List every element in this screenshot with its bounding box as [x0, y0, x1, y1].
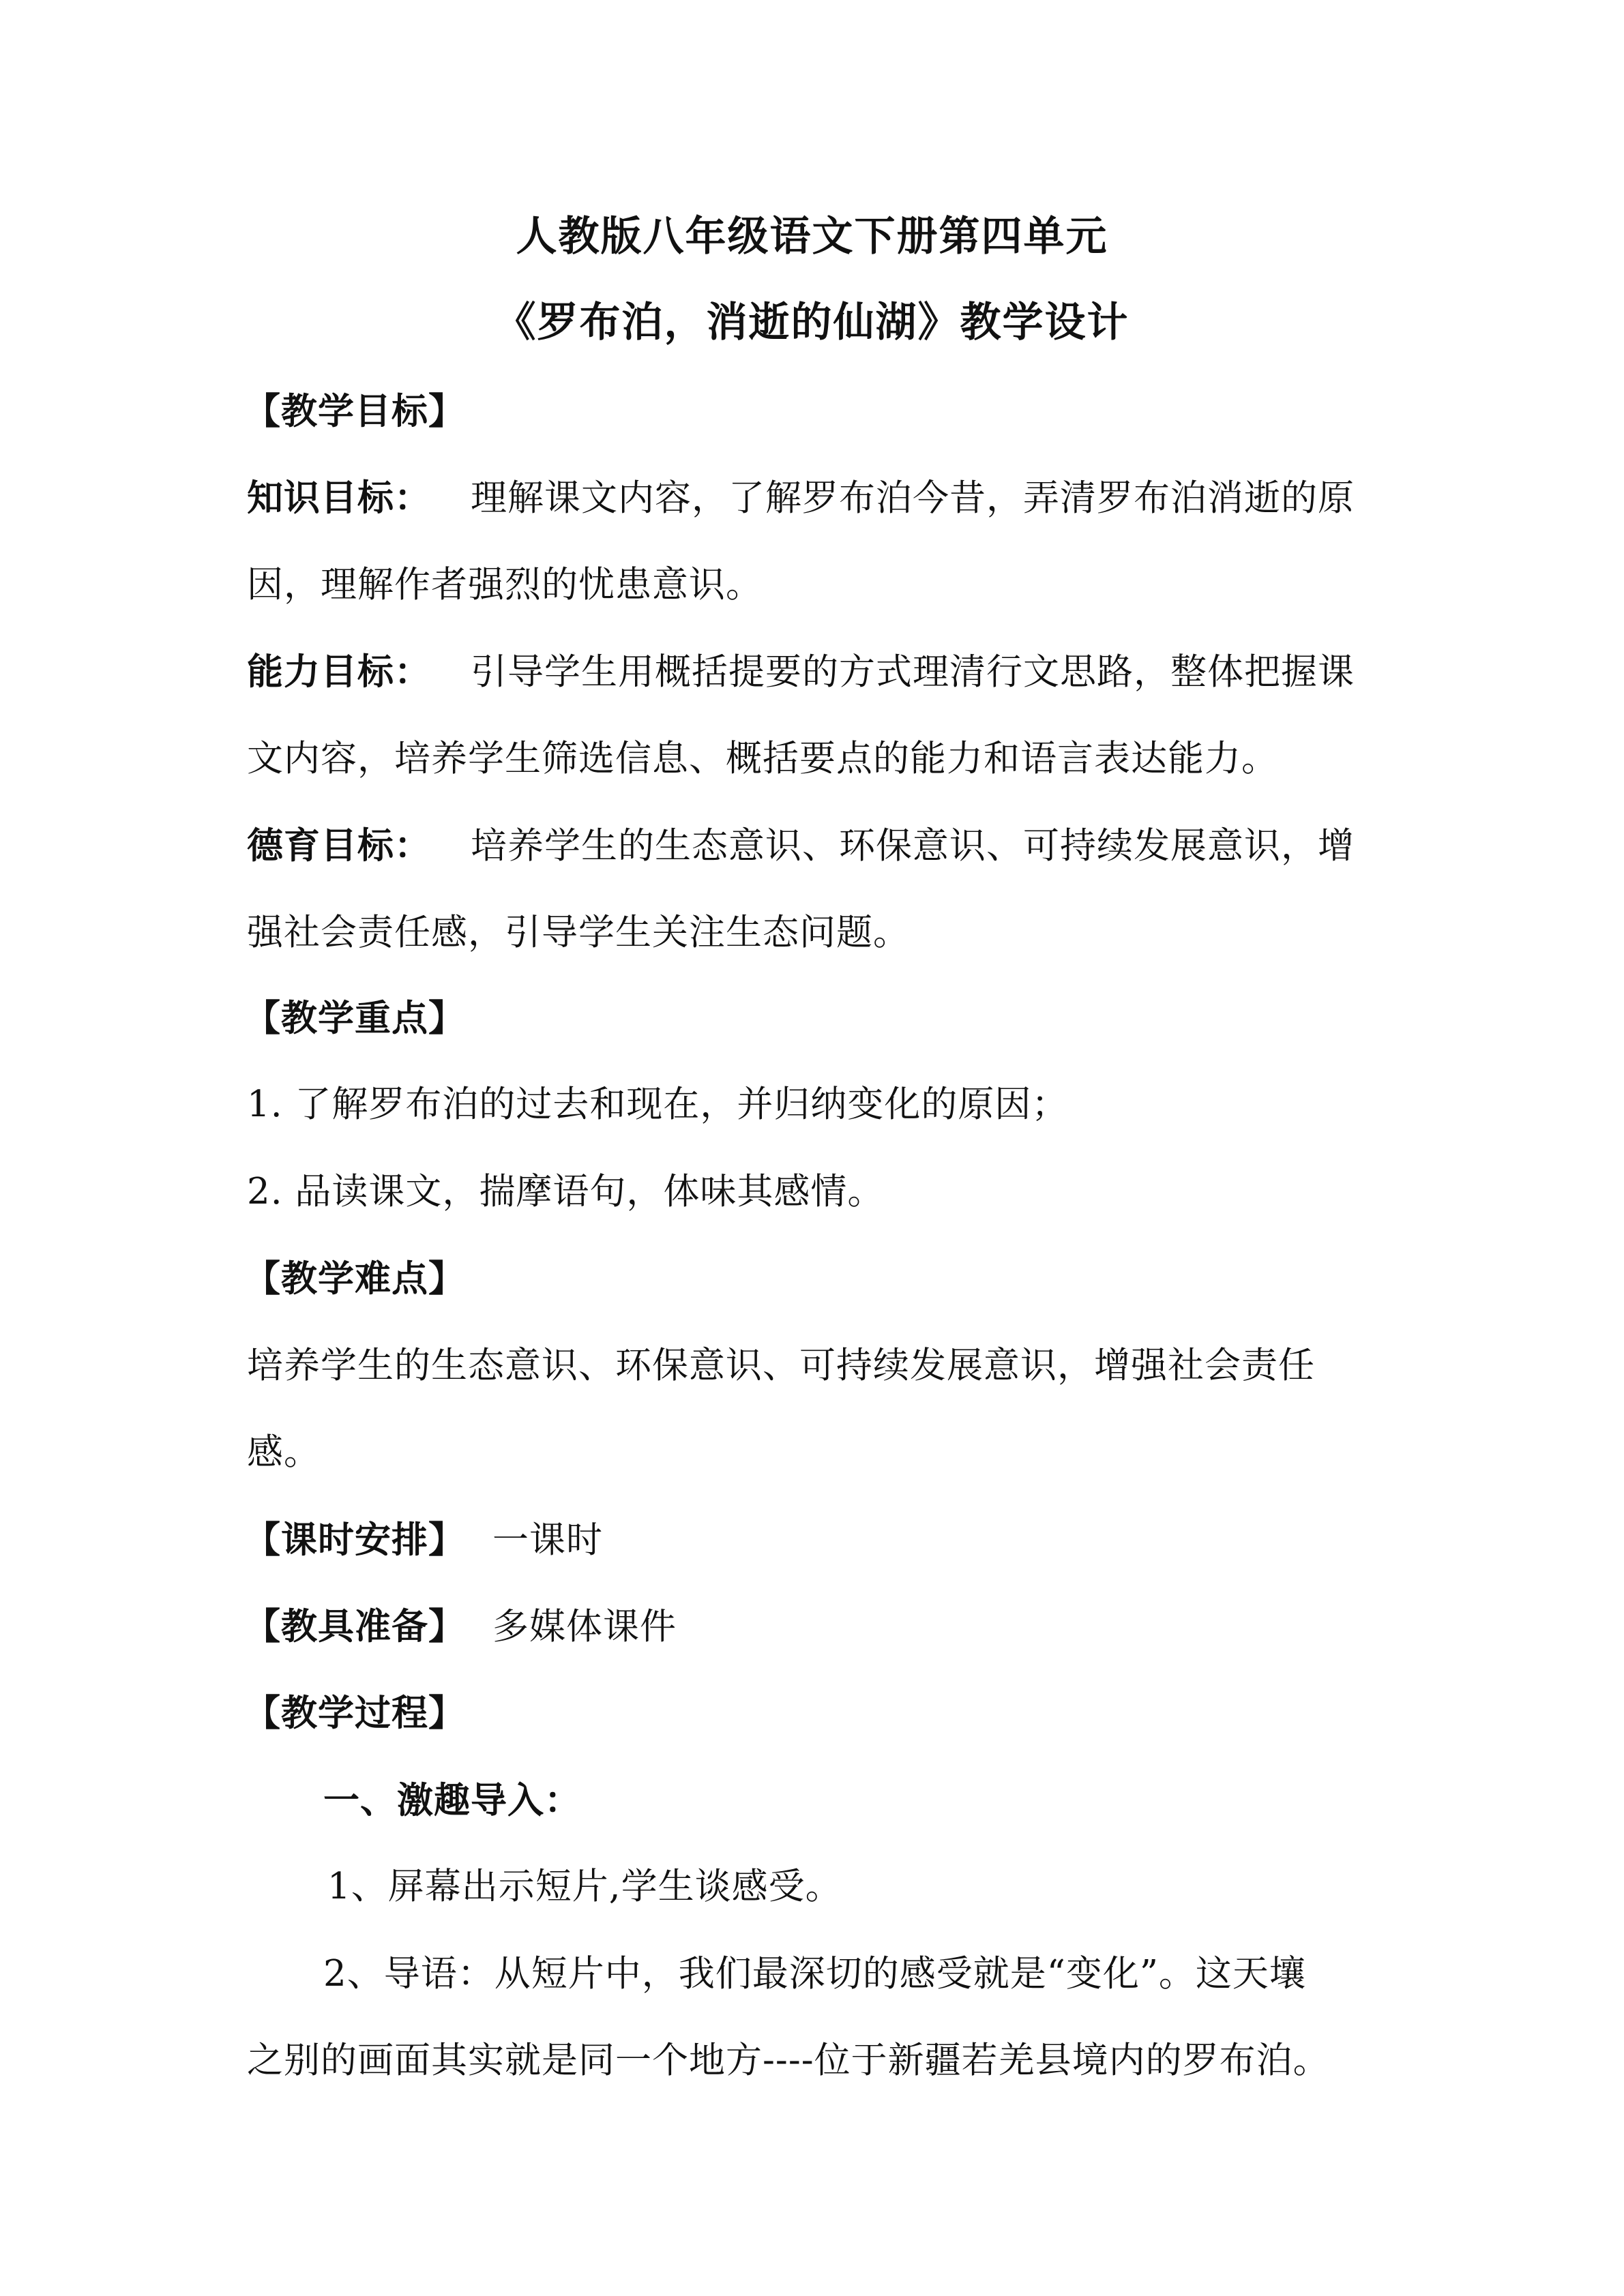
moral-objective	[247, 822, 1355, 870]
tools-value: 多媒体课件	[492, 1606, 677, 1648]
process-step-1: 1、屏幕出示短片,学生谈感受。	[327, 1866, 842, 1907]
key-point-item-1: 1. 了解罗布泊的过去和现在，并归纳变化的原因；	[247, 1084, 1069, 1125]
objectives-heading: 【教学目标】	[244, 390, 465, 432]
difficulties-text-line2: 感。	[247, 1431, 321, 1473]
process-section-1: 一、激趣导入：	[323, 1779, 581, 1821]
moral-text-line1: 培养学生的生态意识、环保意识、可持续发展意识，增	[471, 825, 1355, 867]
schedule-row	[244, 1516, 603, 1564]
key-point-item-2: 2. 品读课文，揣摩语句，体味其感情。	[247, 1171, 885, 1212]
knowledge-objective	[247, 474, 1355, 522]
tools-heading: 【教具准备】	[244, 1605, 465, 1648]
schedule-heading: 【课时安排】	[244, 1519, 465, 1561]
ability-text-line2: 文内容，培养学生筛选信息、概括要点的能力和语言表达能力。	[247, 738, 1278, 779]
ability-label: 能力目标：	[247, 651, 431, 693]
ability-objective	[247, 648, 1355, 696]
moral-text-line2: 强社会责任感，引导学生关注生态问题。	[247, 912, 910, 953]
difficulties-heading: 【教学难点】	[244, 1257, 465, 1300]
document-title-line1: 人教版八年级语文下册第四单元	[516, 213, 1108, 260]
process-heading: 【教学过程】	[244, 1692, 465, 1734]
key-points-heading: 【教学重点】	[244, 997, 465, 1039]
process-step-2-line1: 2、导语：从短片中，我们最深切的感受就是“变化”。这天壤	[323, 1953, 1306, 1995]
ability-text-line1: 引导学生用概括提要的方式理清行文思路，整体把握课	[471, 651, 1355, 693]
knowledge-text-line1: 理解课文内容，了解罗布泊今昔，弄清罗布泊消逝的原	[471, 477, 1355, 519]
difficulties-text-line1: 培养学生的生态意识、环保意识、可持续发展意识，增强社会责任	[247, 1345, 1315, 1386]
process-step-2-line2: 之别的画面其实就是同一个地方----位于新疆若羌县境内的罗布泊。	[247, 2040, 1330, 2081]
schedule-value: 一课时	[492, 1519, 603, 1561]
moral-label: 德育目标：	[247, 824, 431, 867]
knowledge-label: 知识目标：	[247, 477, 431, 519]
tools-row	[244, 1602, 677, 1651]
knowledge-text-line2: 因，理解作者强烈的忧患意识。	[247, 564, 763, 606]
document-title-line2: 《罗布泊，消逝的仙湖》教学设计	[494, 299, 1130, 346]
